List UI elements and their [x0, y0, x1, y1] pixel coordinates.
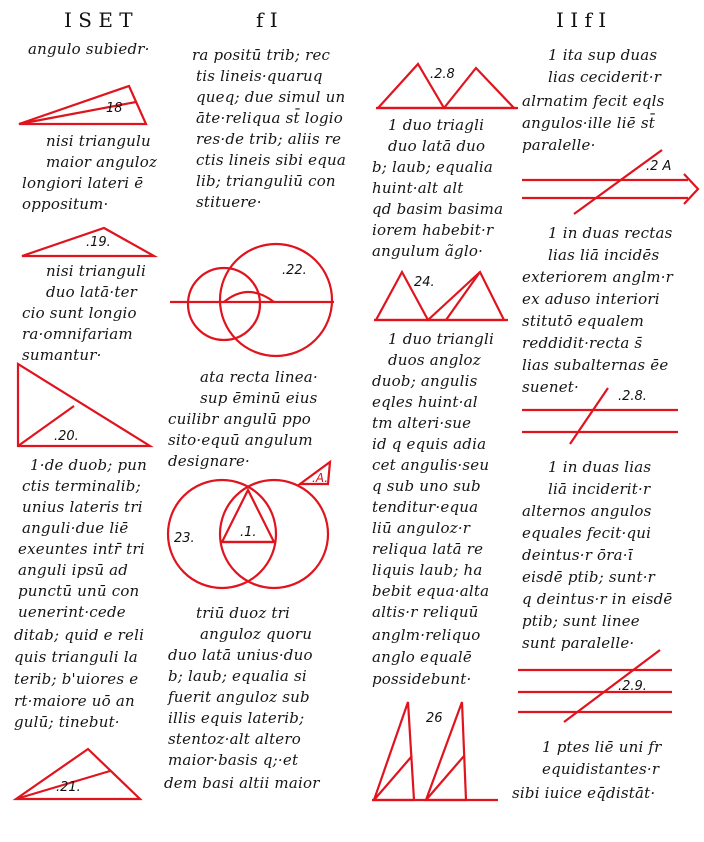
text-line: duo latā duo	[388, 137, 486, 155]
text-line: cio sunt longio	[22, 304, 137, 322]
text-line: liquis laub; ha	[372, 561, 483, 579]
figure-18-triangle	[14, 82, 154, 132]
text-line: triū duoz tri	[196, 604, 290, 622]
text-line: 1 ptes liē uni fr	[542, 738, 662, 756]
text-line: ata recta linea·	[200, 368, 318, 386]
text-line: duo latā unius·duo	[168, 646, 313, 664]
text-line: bebit equa·alta	[372, 582, 490, 600]
text-line: lib; trianguliū con	[196, 172, 336, 190]
text-line: ex aduso interiori	[522, 290, 660, 308]
figure-30-parallel-lines	[514, 646, 684, 726]
text-line: 1 in duas rectas	[548, 224, 673, 242]
text-line: duos angloz	[388, 351, 481, 369]
text-line: q deintus·r in eisdē	[522, 590, 673, 608]
text-line: āte·reliqua st̄ logio	[196, 109, 343, 127]
text-line: maior anguloz	[46, 153, 158, 171]
text-line: punctū unū con	[18, 582, 140, 600]
text-line: q sub uno sub	[372, 477, 481, 495]
text-line: angulo subiedr·	[28, 40, 150, 58]
text-line: designare·	[168, 452, 250, 470]
text-line: anguli·due liē	[22, 519, 129, 537]
text-line: angulum ãglo·	[372, 242, 484, 260]
text-line: anglm·reliquo	[372, 626, 481, 644]
text-line: huint·alt alt	[372, 179, 464, 197]
column-1-header: I S E T	[64, 8, 133, 32]
text-line: suenet·	[522, 378, 579, 396]
figure-19-triangle	[18, 222, 158, 262]
text-line: unius lateris tri	[22, 498, 143, 516]
figure-26-tall-triangles	[370, 696, 510, 808]
text-line: maior·basis q;·et	[168, 751, 299, 769]
text-line: deintus·r ōra·ī	[522, 546, 633, 564]
figure-20-triangle	[14, 360, 154, 452]
text-line: eqles huint·al	[372, 393, 478, 411]
column-2-header: f I	[256, 8, 278, 32]
text-line: sito·equū angulum	[168, 431, 313, 449]
text-line: illis equis laterib;	[168, 709, 305, 727]
text-line: exeuntes intr̄ tri	[18, 540, 145, 558]
text-line: tenditur·equa	[372, 498, 479, 516]
text-line: oppositum·	[22, 195, 109, 213]
column-2	[160, 0, 360, 842]
figure-29-label: .2.8.	[618, 389, 647, 404]
figure-21-label: .21.	[56, 780, 81, 795]
text-line: uenerint·cede	[18, 603, 126, 621]
text-line: duo latā·ter	[46, 283, 138, 301]
figure-27-label: .2.8	[430, 67, 455, 82]
text-line: iorem habebit·r	[372, 221, 494, 239]
column-4	[510, 0, 704, 842]
figure-23-corner-label: .A.	[312, 471, 329, 485]
figure-21-triangle	[12, 745, 152, 805]
figure-23-label: 23.	[174, 531, 195, 546]
text-line: alternos angulos	[522, 502, 652, 520]
figure-26-label: 26	[426, 711, 443, 726]
column-4-header: I I f I	[556, 8, 607, 32]
text-line: anguloz quoru	[200, 625, 313, 643]
figure-22-circles	[168, 238, 348, 366]
text-line: paralelle·	[522, 136, 596, 154]
text-line: cuilibr angulū ppo	[168, 410, 311, 428]
figure-24-triangles	[372, 266, 522, 326]
text-line: 1 ita sup duas	[548, 46, 658, 64]
text-line: 1 duo triangli	[388, 330, 494, 348]
text-line: queq; due simul un	[196, 88, 346, 106]
text-line: 1·de duob; pun	[30, 456, 147, 474]
text-line: tm alteri·sue	[372, 414, 472, 432]
text-line: 1 in duas lias	[548, 458, 652, 476]
figure-18-label: 18	[106, 101, 123, 116]
figure-28-arrow-lines	[518, 140, 704, 220]
column-3	[362, 0, 522, 842]
text-line: equales fecit·qui	[522, 524, 652, 542]
text-line: equidistantes·r	[542, 760, 660, 778]
text-line: ditab; quid e reli	[14, 626, 145, 644]
figure-22-label: .22.	[282, 263, 307, 278]
text-line: res·de trib; aliis re	[196, 130, 342, 148]
text-line: liū anguloz·r	[372, 519, 471, 537]
text-line: terib; b'uiores e	[14, 670, 139, 688]
figure-27-two-triangles	[374, 58, 524, 112]
text-line: nisi triangulu	[46, 132, 151, 150]
text-line: 1 duo triagli	[388, 116, 485, 134]
figure-29-parallel-lines	[518, 380, 688, 446]
text-line: sup ēminū eius	[200, 389, 318, 407]
figure-24-label: 24.	[414, 275, 435, 290]
text-line: b; laub; equalia	[372, 158, 494, 176]
text-line: reddidit·recta s̄	[522, 334, 643, 352]
text-line: stentoz·alt altero	[168, 730, 301, 748]
text-line: alrnatim fecit eqls	[522, 92, 665, 110]
text-line: duob; angulis	[372, 372, 478, 390]
figure-20-label: .20.	[54, 429, 79, 444]
text-line: lias ceciderit·r	[548, 68, 662, 86]
text-line: id q equis adia	[372, 435, 487, 453]
text-line: reliqua latā re	[372, 540, 484, 558]
text-line: altis·r reliquū	[372, 603, 479, 621]
text-line: possidebunt·	[372, 670, 472, 688]
text-line: quis trianguli la	[14, 648, 138, 666]
text-line: sumantur·	[22, 346, 102, 364]
text-line: longiori lateri ē	[22, 174, 144, 192]
text-line: liā inciderit·r	[548, 480, 651, 498]
text-line: sunt paralelle·	[522, 634, 635, 652]
figure-23-circles	[160, 454, 340, 594]
figure-23-inner-label: .1.	[240, 525, 257, 540]
text-line: eisdē ptib; sunt·r	[522, 568, 656, 586]
figure-30-label: .2.9.	[618, 679, 647, 694]
text-line: qd basim basima	[372, 200, 504, 218]
text-line: sibi iuice eq̄distāt·	[512, 784, 656, 802]
text-line: b; laub; equalia si	[168, 667, 307, 685]
text-line: ptib; sunt linee	[522, 612, 640, 630]
column-1	[0, 0, 170, 842]
figure-28-label: .2 A	[646, 159, 672, 174]
text-line: angulos·ille liē st̄	[522, 114, 655, 132]
text-line: tis lineis·quaruq	[196, 67, 323, 85]
text-line: anguli ipsū ad	[18, 561, 129, 579]
text-line: lias liā incidēs	[548, 246, 660, 264]
text-line: ctis terminalib;	[22, 477, 141, 495]
text-line: rt·maiore uō an	[14, 692, 135, 710]
text-line: stitutō equalem	[522, 312, 645, 330]
text-line: ra positū trib; rec	[192, 46, 331, 64]
text-line: cet angulis·seu	[372, 456, 490, 474]
text-line: exteriorem anglm·r	[522, 268, 674, 286]
text-line: dem basi altii maior	[164, 774, 320, 792]
text-line: ra·omnifariam	[22, 325, 133, 343]
text-line: lias subalternas ēe	[522, 356, 669, 374]
text-line: ctis lineis sibi equa	[196, 151, 347, 169]
text-line: anglo equalē	[372, 648, 472, 666]
text-line: fuerit anguloz sub	[168, 688, 310, 706]
text-line: gulū; tinebut·	[14, 713, 120, 731]
figure-19-label: .19.	[86, 235, 111, 250]
text-line: stituere·	[196, 193, 262, 211]
text-line: nisi trianguli	[46, 262, 146, 280]
